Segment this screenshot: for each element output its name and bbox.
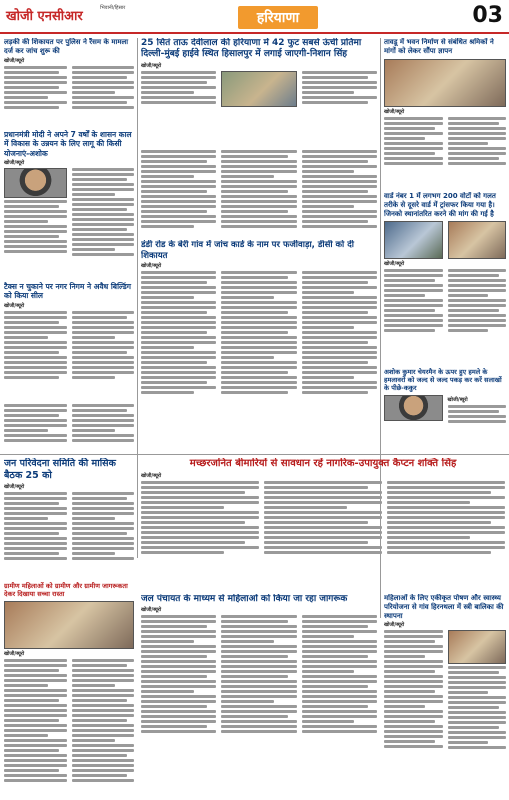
article-pm-modi bbox=[4, 130, 134, 278]
article-body bbox=[4, 66, 134, 111]
masthead-meta: भिवानी/हिसार bbox=[100, 5, 126, 11]
headline: मच्छरजनित बीमारियों से सावधान रहें नागरिक-उपायुक्त कैप्टन शक्ति सिंह bbox=[189, 458, 457, 469]
article-job-card-fraud bbox=[141, 240, 377, 450]
byline: खोजी/ब्यूरो bbox=[4, 651, 25, 658]
section-label: हरियाणा bbox=[238, 6, 318, 29]
masthead bbox=[0, 0, 509, 34]
article-workers bbox=[384, 38, 506, 188]
section-rule bbox=[0, 454, 509, 455]
article-mosquito-diseases bbox=[141, 458, 505, 590]
page-number: 03 bbox=[472, 3, 503, 28]
headline: ग्रामीण महिलाओं को ग्रामीण और ग्रामीण जागरूकता देकर दिखाया सच्चा रास्ता bbox=[4, 582, 128, 599]
headline: 25 सितं ताऊ देवीलाल की हरियाणा में 42 फुट सबसे ऊंची प्रतिमा दिल्ली-मुंबई हाईवे स्थित हिसालपुर में लगाई जाएगी-निशान सिंह bbox=[141, 38, 362, 60]
byline: खोजी/ब्यूरो bbox=[384, 108, 405, 115]
article-complaint bbox=[4, 38, 134, 126]
headline: वार्ड नंबर 1 में लगभग 200 वोटों को गलत तरीके से दूसरे वार्ड में ट्रांसफर किया गया है। जिनको स्थानांतरित करने की मांग की गई है bbox=[384, 192, 496, 218]
byline: खोजी/ब्यूरो bbox=[4, 483, 25, 490]
article-tax-sealed-continued bbox=[4, 404, 134, 452]
news-photo bbox=[448, 630, 507, 664]
article-rural-women bbox=[4, 582, 134, 798]
portrait-photo bbox=[4, 168, 67, 198]
news-photo bbox=[448, 221, 507, 259]
byline: खोजी/ब्यूरो bbox=[141, 62, 162, 69]
article-monthly-meeting bbox=[4, 458, 134, 578]
news-photo bbox=[384, 221, 443, 259]
byline: खोजी/ब्यूरो bbox=[141, 472, 162, 479]
article-tax-sealed bbox=[4, 282, 134, 400]
byline: खोजी/ब्यूरो bbox=[4, 57, 25, 64]
article-statue-continued bbox=[141, 150, 377, 240]
article-nutrition-project bbox=[384, 594, 506, 798]
portrait-photo bbox=[384, 395, 443, 421]
headline: महिलाओं के लिए एकीकृत पोषण और स्वास्थ्य परियोजना से गांव हिरनथला में स्त्री बालिका की स्थापना bbox=[384, 594, 504, 620]
headline: डंडी रोड के बेरी गांव में जांच कार्ड के नाम पर फर्जीवाड़ा, डीसी को दी शिकायत bbox=[141, 240, 354, 261]
news-photo bbox=[384, 59, 506, 107]
headline: जन परिवेदना समिति की मासिक बैठक 25 को bbox=[4, 458, 116, 481]
paper-name: खोजी एनसीआर bbox=[6, 9, 83, 24]
headline: जल पंचायत के माध्यम से महिलाओं को किया जा रहा जागरूक bbox=[141, 594, 348, 604]
article-chairman-attack bbox=[384, 368, 506, 454]
headline: लड़की की शिकायत पर पुलिस ने रैंसम के मामला दर्ज कर जांच शुरू की bbox=[4, 38, 129, 55]
headline: प्रधानमंत्री मोदी ने अपने 7 वर्षों के शासन काल में विकास के उन्नयन के लिए लागू की किसी योजनाएं-अशोक bbox=[4, 130, 132, 158]
article-ward-votes bbox=[384, 192, 506, 364]
byline: खोजी/ब्यूरो bbox=[384, 261, 405, 268]
headline: अशोक कुमार चेयरमैन के ऊपर हुए हमले के हमलावरों को जल्द से जल्द पकड़ कर करें सलाखों के पीछे-ककुर bbox=[384, 368, 502, 393]
byline: खोजी/ब्यूरो bbox=[447, 397, 468, 404]
column-rule bbox=[137, 38, 138, 558]
headline: टैक्स न चुकाने पर नगर निगम ने अवैध बिल्डिंग को किया सील bbox=[4, 282, 131, 301]
byline: खोजी/ब्यूरो bbox=[141, 263, 162, 270]
news-photo bbox=[221, 71, 296, 107]
news-photo bbox=[4, 601, 134, 649]
byline: खोजी/ब्यूरो bbox=[4, 160, 25, 167]
article-water-panchayat bbox=[141, 594, 377, 798]
byline: खोजी/ब्यूरो bbox=[141, 607, 162, 614]
byline: खोजी/ब्यूरो bbox=[384, 622, 405, 629]
headline: तावडू में भवन निर्माण से संबंधित श्रमिकों ने मांगों को लेकर सौंपा ज्ञापन bbox=[384, 38, 494, 55]
article-statue bbox=[141, 38, 377, 146]
byline: खोजी/ब्यूरो bbox=[4, 302, 25, 309]
